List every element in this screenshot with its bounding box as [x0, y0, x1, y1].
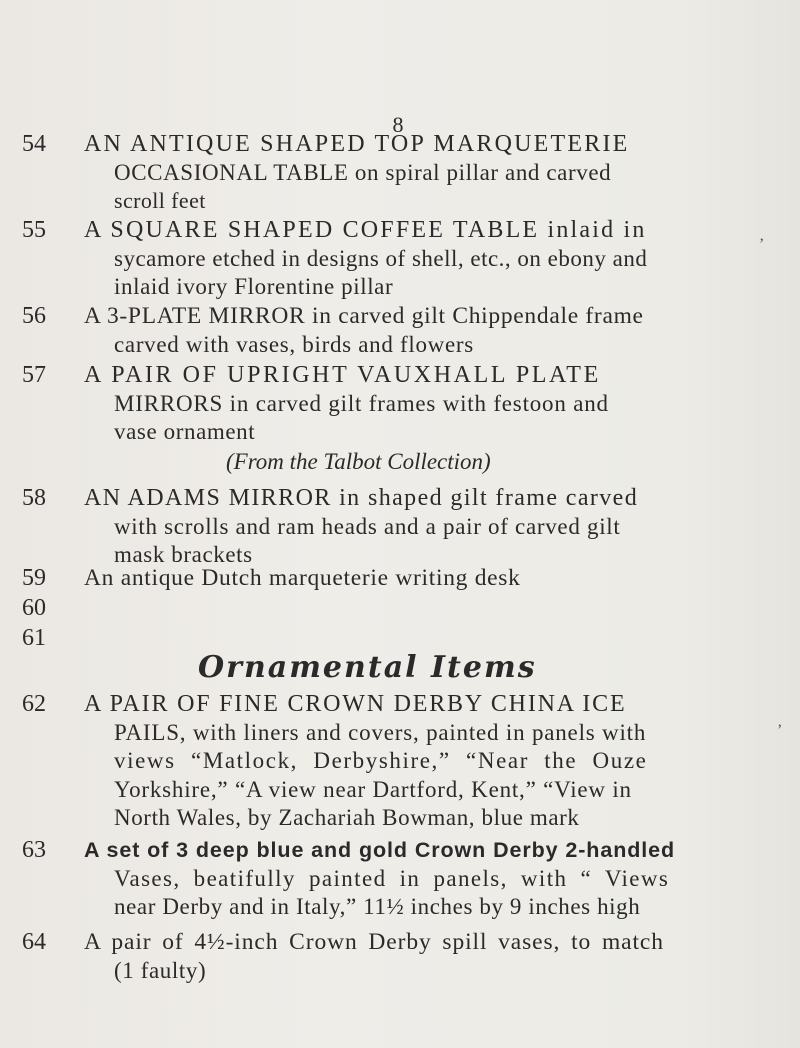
lot-description: [84, 564, 774, 593]
lot-line: sycamore etched in designs of shell, etc., on ebony and: [114, 245, 648, 271]
lot-number: 63: [22, 837, 46, 863]
lot-line: vase ornament: [114, 419, 256, 445]
lot-number: 59: [22, 565, 46, 591]
lot-description: [84, 484, 774, 570]
lot-line: PAILS, with liners and covers, painted in panels with: [114, 719, 647, 745]
lot-number: 62: [22, 691, 46, 717]
lot-line: AN ADAMS MIRROR in shaped gilt frame carved: [84, 485, 639, 511]
margin-speck: ‚: [759, 227, 765, 244]
lot-line: inlaid ivory Florentine pillar: [114, 274, 394, 300]
provenance-note: (From the Talbot Collection): [226, 449, 491, 474]
margin-speck: ’: [777, 722, 783, 739]
lot-number: 60: [22, 595, 46, 621]
lot-line: near Derby and in Italy,” 11½ inches by 9 inches high: [114, 894, 641, 920]
lot-line: carved with vases, birds and flowers: [114, 331, 474, 357]
lot-description: [84, 361, 774, 447]
lot-line: with scrolls and ram heads and a pair of carved gilt: [114, 513, 621, 539]
lot-line: A 3-PLATE MIRROR in carved gilt Chippendale frame: [84, 303, 644, 329]
lot-line: mask brackets: [114, 542, 253, 568]
lot-line: Yorkshire,” “A view near Dartford, Kent,” “View in: [114, 776, 632, 802]
lot-description: [84, 216, 774, 302]
lot-description: [84, 130, 774, 216]
lot-line: views “Matlock, Derbyshire,” “Near the Ouze: [114, 748, 648, 774]
lot-number: 54: [22, 131, 46, 157]
lot-number: 55: [22, 217, 46, 243]
lot-description: [84, 302, 774, 359]
section-heading: Ornamental Items: [198, 650, 537, 685]
lot-line: A SQUARE SHAPED COFFEE TABLE inlaid in: [84, 217, 647, 243]
lot-line: A PAIR OF UPRIGHT VAUXHALL PLATE: [84, 362, 601, 388]
lot-line: North Wales, by Zachariah Bowman, blue mark: [114, 805, 580, 831]
lot-line: Vases, beatifully painted in panels, with “ Views: [114, 865, 670, 891]
lot-number: 57: [22, 362, 46, 388]
lot-line: scroll feet: [114, 188, 206, 214]
lot-line: MIRRORS in carved gilt frames with festoon and: [114, 390, 609, 416]
page-number: 8: [392, 112, 404, 137]
lot-description: [84, 836, 774, 922]
lot-line: AN ANTIQUE SHAPED TOP MARQUETERIE: [84, 131, 630, 157]
lot-description: [84, 690, 774, 833]
lot-line: A pair of 4½-inch Crown Derby spill vases, to match: [84, 929, 664, 955]
lot-number: 56: [22, 303, 46, 329]
lot-number: 61: [22, 625, 46, 651]
lot-line: A PAIR OF FINE CROWN DERBY CHINA ICE: [84, 691, 627, 717]
lot-line: OCCASIONAL TABLE on spiral pillar and carved: [114, 159, 612, 185]
lot-description: [84, 928, 774, 985]
lot-line: An antique Dutch marqueterie writing desk: [84, 565, 521, 591]
lot-number: 58: [22, 485, 46, 511]
lot-line: (1 faulty): [114, 957, 207, 983]
lot-line: A set of 3 deep blue and gold Crown Derby 2-handled: [84, 838, 676, 862]
lot-number: 64: [22, 929, 46, 955]
